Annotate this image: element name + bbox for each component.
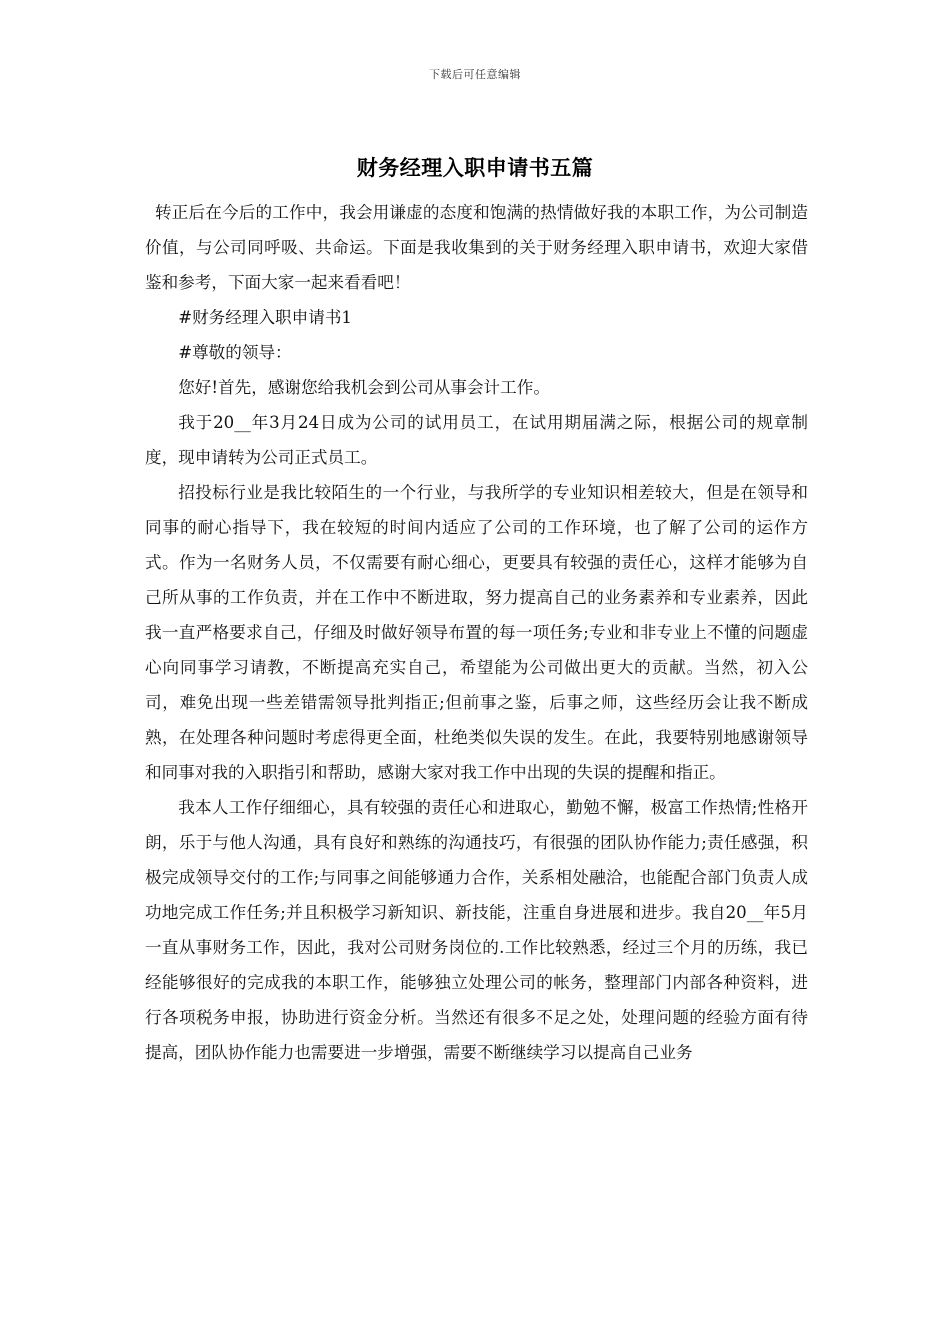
header-note: 下载后可任意编辑 (429, 68, 521, 81)
intro-paragraph: 转正后在今后的工作中，我会用谦虚的态度和饱满的热情做好我的本职工作，为公司制造价值，与公司同呼吸、共命运。下面是我收集到的关于财务经理入职申请书，欢迎大家借鉴和参考，下面大家一起来看看吧！ (145, 203, 808, 292)
document-body (145, 195, 808, 1070)
body-paragraph: 招投标行业是我比较陌生的一个行业，与我所学的专业知识相差较大，但是在领导和同事的耐心指导下，我在较短的时间内适应了公司的工作环境，也了解了公司的运作方式。作为一名财务人员，不仅需要有耐心细心，更要具有较强的责任心，这样才能够为自己所从事的工作负责，并在工作中不断进取，努力提高自己的业务素养和专业素养，因此我一直严格要求自己，仔细及时做好领导布置的每一项任务;专业和非专业上不懂的问题虚心向同事学习请教，不断提高充实自己，希望能为公司做出更大的贡献。当然，初入公司，难免出现一些差错需领导批判指正;但前事之鉴，后事之师，这些经历会让我不断成熟，在处理各种问题时考虑得更全面，杜绝类似失误的发生。在此，我要特别地感谢领导和同事对我的入职指引和帮助，感谢大家对我工作中出现的失误的提醒和指正。 (145, 483, 808, 782)
section-heading: #财务经理入职申请书1 (178, 308, 352, 327)
body-paragraph: 您好!首先，感谢您给我机会到公司从事会计工作。 (178, 378, 550, 397)
document-title: 财务经理入职申请书五篇 (356, 155, 594, 180)
salutation: #尊敬的领导： (178, 343, 292, 362)
body-paragraph: 我于20__年3月24日成为公司的试用员工，在试用期届满之际，根据公司的规章制度，现申请转为公司正式员工。 (145, 413, 808, 467)
body-paragraph: 我本人工作仔细细心，具有较强的责任心和进取心，勤勉不懈，极富工作热情;性格开朗，乐于与他人沟通，具有良好和熟练的沟通技巧，有很强的团队协作能力;责任感强，积极完成领导交付的工作;与同事之间能够通力合作，关系相处融洽，也能配合部门负责人成功地完成工作任务;并且积极学习新知识、新技能，注重自身进展和进步。我自20__年5月一直从事财务工作，因此，我对公司财务岗位的.工作比较熟悉，经过三个月的历练，我已经能够很好的完成我的本职工作，能够独立处理公司的帐务，整理部门内部各种资料，进行各项税务申报，协助进行资金分析。当然还有很多不足之处，处理问题的经验方面有待提高，团队协作能力也需要进一步增强，需要不断继续学习以提高自己业务 (145, 798, 808, 1062)
